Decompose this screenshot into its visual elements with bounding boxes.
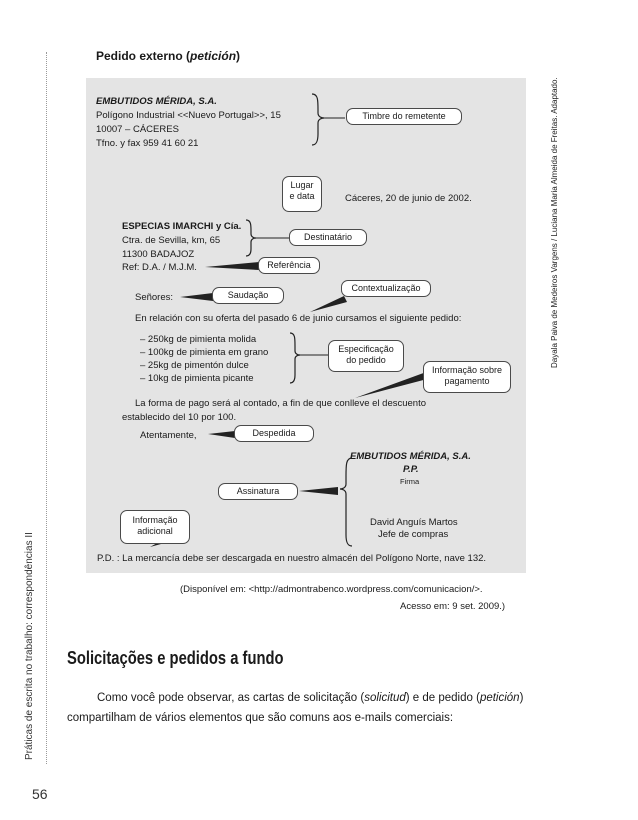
box-title-italic: petición — [190, 49, 237, 63]
para-line1 — [67, 688, 567, 708]
postscript: P.D. : La mercancía debe ser descargada en nuestro almacén del Polígono Norte, nave 132. — [97, 553, 487, 564]
para-start: Como você pode observar, as cartas de solicitação ( — [97, 692, 365, 704]
label-info-adicional — [120, 510, 190, 544]
para-end: ) — [519, 692, 524, 704]
item-4: – 10kg de pimienta picante — [140, 373, 254, 384]
closing: Atentamente, — [140, 430, 197, 441]
para-mid: ) e de pedido ( — [405, 692, 480, 704]
sign-firma: Firma — [400, 477, 420, 486]
body-paragraph — [67, 688, 567, 728]
payment-line2: establecido del 10 por 100. — [122, 412, 237, 423]
label-especificacao-1: Especificação — [338, 344, 394, 354]
credit-line: Dayala Paiva de Medeiros Vargens / Luciana Maria Almeida de Freitas. Adaptado. — [550, 77, 559, 368]
para-italic-1: solicitud — [364, 692, 406, 704]
sender-phone: Tfno. y fax 959 41 60 21 — [96, 138, 199, 149]
box-title-suffix: ) — [236, 49, 241, 63]
sender-name: EMBUTIDOS MÉRIDA, S.A. — [96, 96, 217, 107]
box-title-prefix: Pedido externo ( — [96, 49, 191, 63]
sender-address2: 10007 – CÁCERES — [96, 124, 179, 135]
sign-company2: P.P. — [403, 464, 419, 475]
label-destinatario: Destinatário — [289, 229, 367, 246]
recipient-address2: 11300 BADAJOZ — [122, 249, 195, 260]
recipient-name: ESPECIAS IMARCHI y Cía. — [122, 221, 242, 232]
label-lugar — [282, 176, 322, 212]
label-especificacao-2: do pedido — [346, 355, 386, 365]
place-date: Cáceres, 20 de junio de 2002. — [345, 193, 472, 204]
label-pagamento-1: Informação sobre — [431, 365, 503, 375]
sign-company1: EMBUTIDOS MÉRIDA, S.A. — [350, 451, 471, 462]
para-italic-2: petición — [479, 692, 520, 704]
label-despedida: Despedida — [234, 425, 314, 442]
page-number: 56 — [32, 786, 48, 802]
item-1: – 250kg de pimienta molida — [140, 334, 257, 345]
label-saudacao: Saudação — [212, 287, 284, 304]
source-line1: (Disponível em: <http://admontrabenco.wordpress.com/comunicacion/>. — [180, 584, 483, 595]
letter-panel — [86, 78, 526, 573]
label-pagamento-2: pagamento — [444, 376, 490, 386]
sign-role: Jefe de compras — [378, 529, 449, 540]
sign-name: David Anguís Martos — [370, 517, 458, 528]
sender-address1: Polígono Industrial <<Nuevo Portugal>>, 15 — [96, 110, 281, 121]
label-timbre: Timbre do remetente — [346, 108, 462, 125]
label-pagamento — [423, 361, 511, 393]
para-line2: compartilham de vários elementos que são comuns aos e-mails comerciais: — [67, 712, 454, 724]
label-lugar-2: e data — [289, 191, 315, 201]
label-info-2: adicional — [137, 526, 173, 536]
label-assinatura: Assinatura — [218, 483, 298, 500]
item-2: – 100kg de pimienta em grano — [140, 347, 269, 358]
recipient-address1: Ctra. de Sevilla, km, 65 — [122, 235, 221, 246]
label-contextualizacao: Contextualização — [341, 280, 431, 297]
label-info-1: Informação — [132, 515, 178, 525]
dotted-rule — [46, 52, 47, 764]
reference: Ref: D.A. / M.J.M. — [122, 262, 197, 273]
section-heading: Solicitações e pedidos a fundo — [67, 648, 284, 668]
box-title — [96, 49, 240, 63]
payment-line1: La forma de pago será al contado, a fin de que conlleve el descuento — [135, 398, 427, 409]
label-referencia: Referência — [258, 257, 320, 274]
source-line2: Acesso em: 9 set. 2009.) — [400, 601, 506, 612]
item-3: – 25kg de pimentón dulce — [140, 360, 249, 371]
context-line: En relación con su oferta del pasado 6 de junio cursamos el siguiente pedido: — [135, 313, 462, 324]
label-lugar-1: Lugar — [290, 180, 314, 190]
label-especificacao — [328, 340, 404, 372]
running-header: Práticas de escrita no trabalho: correspondências II — [24, 532, 35, 760]
greeting: Señores: — [135, 292, 174, 303]
